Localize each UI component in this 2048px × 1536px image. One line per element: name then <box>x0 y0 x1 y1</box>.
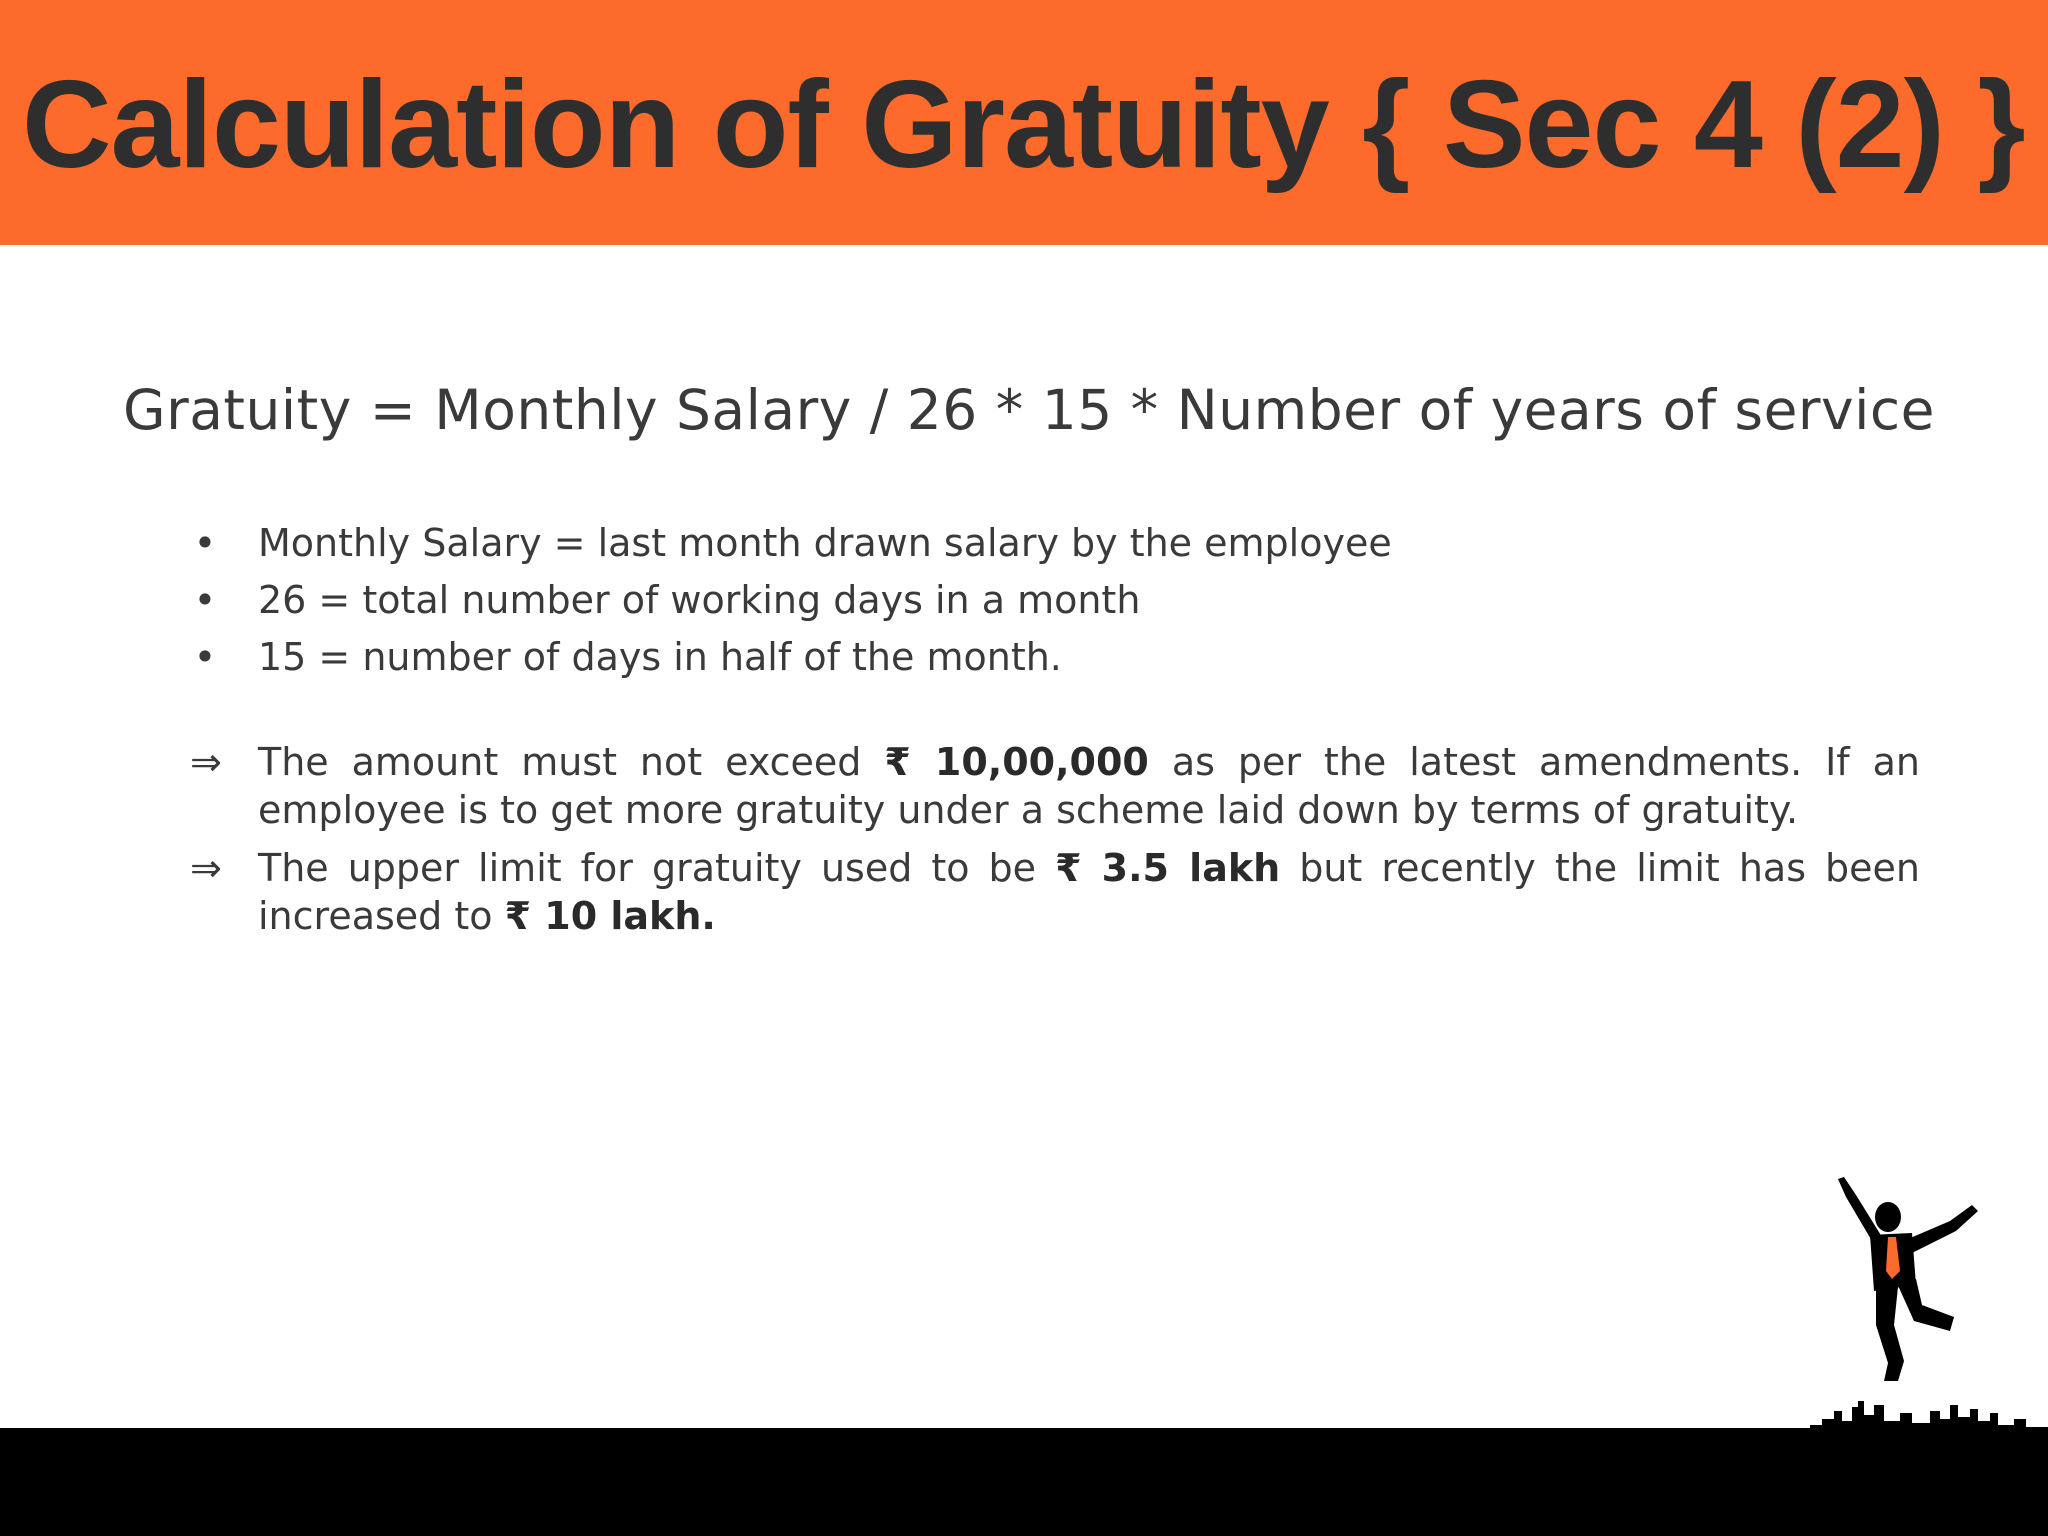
bullet-marker: • <box>193 521 217 565</box>
list-item-text: Monthly Salary = last month drawn salary by the employee <box>258 521 1392 565</box>
definition-list <box>190 515 1392 686</box>
list-item <box>190 572 1392 629</box>
title-banner <box>0 0 2048 245</box>
note-text: as per the latest amendments. If an employee is to get more gratuity under a scheme laid down by terms of gratuity. <box>258 740 1920 832</box>
list-item <box>190 515 1392 572</box>
note-text: The upper limit for gratuity used to be <box>258 846 1056 890</box>
note-amount-limit <box>190 738 1920 834</box>
implies-arrow-icon: ⇒ <box>190 846 222 890</box>
list-item <box>190 629 1392 686</box>
implies-arrow-icon: ⇒ <box>190 740 222 784</box>
list-item-text: 15 = number of days in half of the month. <box>258 635 1062 679</box>
note-upper-limit <box>190 844 1920 940</box>
note-bold-amount: ₹ 10 lakh. <box>504 894 716 938</box>
notes-section <box>190 738 1920 950</box>
bullet-marker: • <box>193 578 217 622</box>
slide-title: Calculation of Gratuity { Sec 4 (2) } <box>22 56 2025 194</box>
note-text: The amount must not exceed <box>258 740 885 784</box>
note-text: but recently the limit has been increased to <box>258 846 1920 938</box>
bullet-marker: • <box>193 635 217 679</box>
gratuity-formula: Gratuity = Monthly Salary / 26 * 15 * Number of years of service <box>123 378 1935 442</box>
jumping-man-silhouette-icon <box>1800 1175 2048 1435</box>
note-bold-amount: ₹ 10,00,000 <box>884 740 1149 784</box>
list-item-text: 26 = total number of working days in a month <box>258 578 1141 622</box>
footer-bar <box>0 1428 2048 1536</box>
note-bold-amount: ₹ 3.5 lakh <box>1055 846 1281 890</box>
